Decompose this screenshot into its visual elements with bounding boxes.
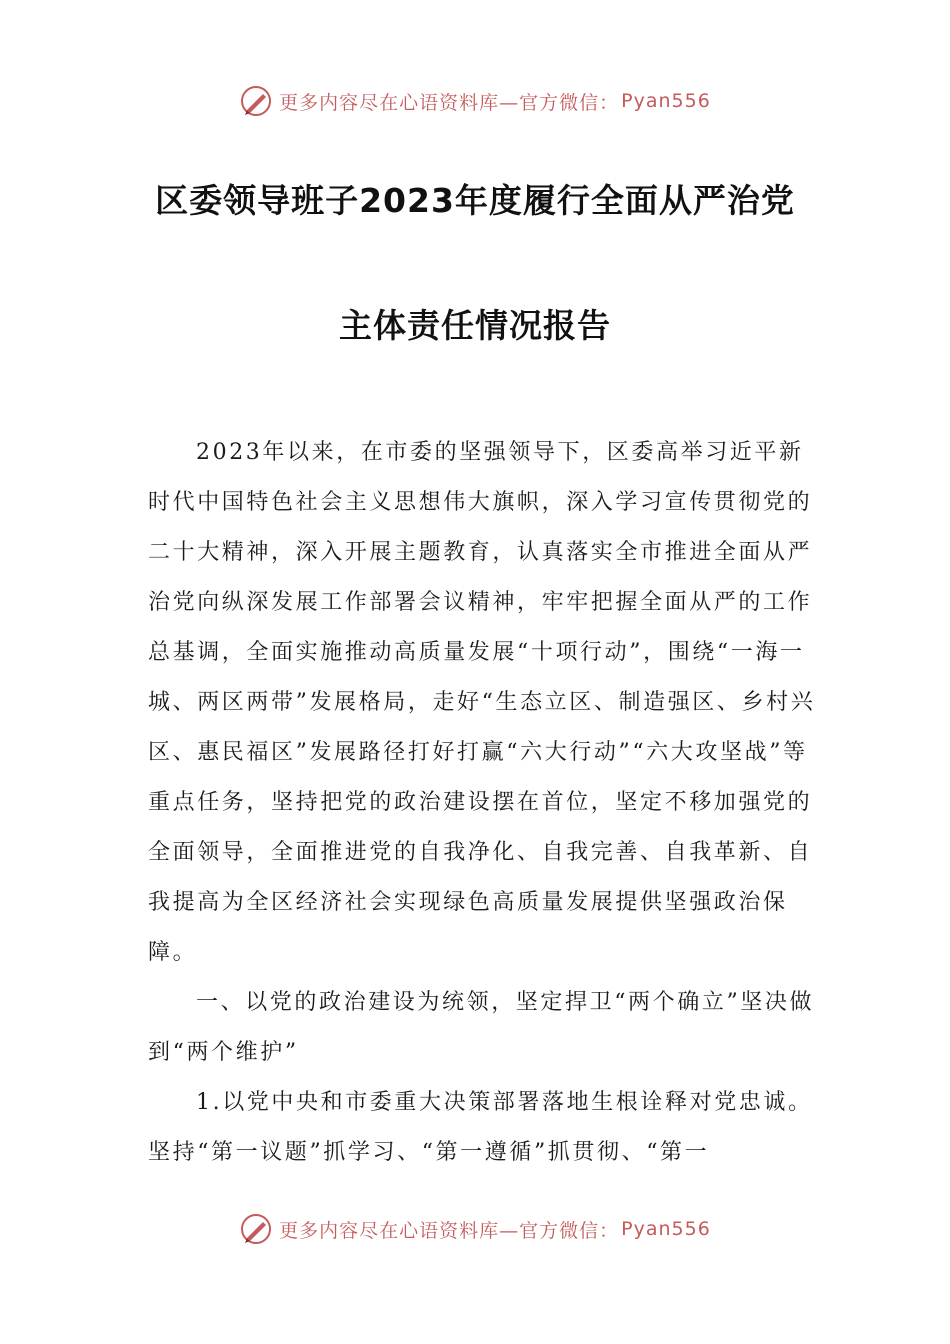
watermark-text: 更多内容尽在心语资料库—官方微信： xyxy=(279,91,620,114)
document-title-line1: 区委领导班子2023年度履行全面从严治党 xyxy=(155,181,795,220)
pen-logo-icon xyxy=(239,84,273,118)
document-title-line2: 主体责任情况报告 xyxy=(339,306,611,345)
section-heading-1: 一、以党的政治建设为统领，坚定捍卫“两个确立”坚决做到“两个维护” xyxy=(148,990,815,1065)
watermark-footer xyxy=(0,1212,950,1246)
watermark-header xyxy=(0,84,950,118)
document-body xyxy=(148,428,816,1178)
watermark-text: 更多内容尽在心语资料库—官方微信： xyxy=(279,1219,620,1242)
watermark-wechat-id: Pyan556 xyxy=(621,1218,711,1240)
paragraph-intro: 2023年以来，在市委的坚强领导下，区委高举习近平新时代中国特色社会主义思想伟大旗帜，深入学习宣传贯彻党的二十大精神，深入开展主题教育，认真落实全市推进全面从严治党向纵深发展工作部署会议精神，牢牢把握全面从严的工作总基调，全面实施推动高质量发展“十项行动”，围绕“一海一城、两区两带”发展格局，走好“生态立区、制造强区、乡村兴区、惠民福区”发展路径打好打赢“六大行动”“六大攻坚战”等重点任务，坚持把党的政治建设摆在首位，坚定不移加强党的全面领导，全面推进党的自我净化、自我完善、自我革新、自我提高为全区经济社会实现绿色高质量发展提供坚强政治保障。 xyxy=(148,440,816,965)
watermark-wechat-id: Pyan556 xyxy=(621,90,711,112)
pen-logo-icon xyxy=(239,1212,273,1246)
paragraph-1-1: 1.以党中央和市委重大决策部署落地生根诠释对党忠诚。坚持“第一议题”抓学习、“第一遵循”抓贯彻、“第一 xyxy=(148,1090,813,1165)
